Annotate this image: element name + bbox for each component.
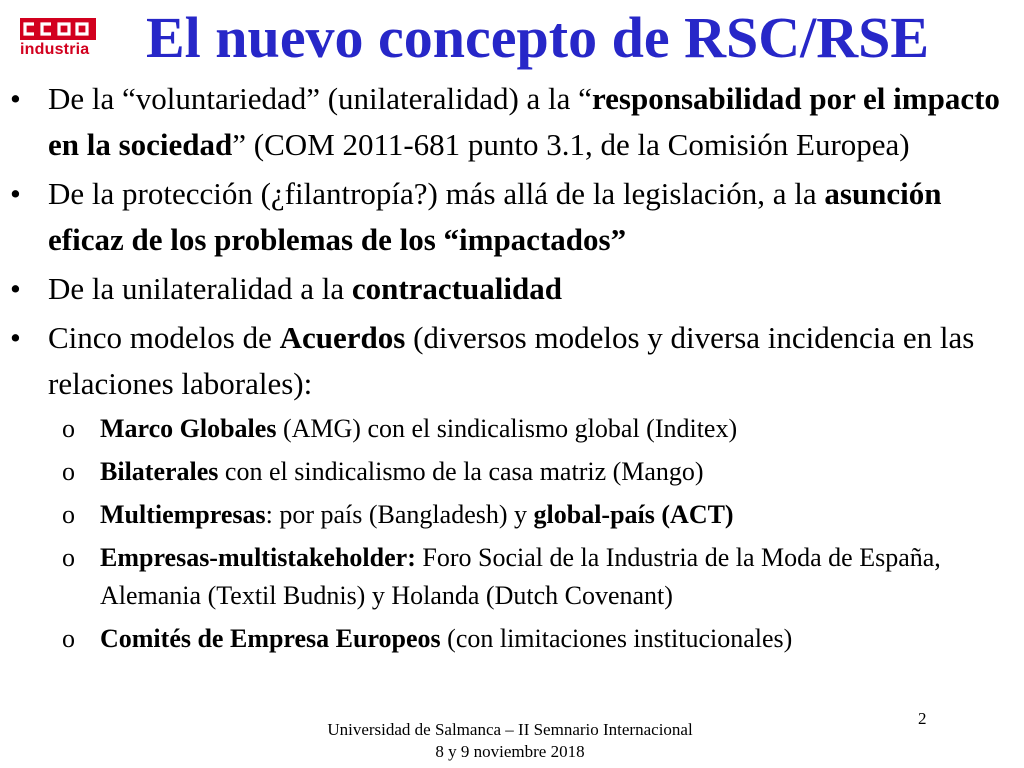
sub-bullet-emphasis: Comités de Empresa Europeos	[100, 624, 441, 653]
sub-bullet-marker: o	[62, 543, 75, 572]
sub-bullet-emphasis: Marco Globales	[100, 414, 277, 443]
slide-title: El nuevo concepto de RSC/RSE	[146, 5, 930, 70]
sub-bullet-item	[0, 496, 1024, 534]
bullet-emphasis: Acuerdos	[279, 320, 406, 355]
bullet-emphasis: contractualidad	[351, 271, 562, 306]
sub-bullet-text: : por país (Bangladesh) y	[265, 500, 534, 529]
footer-line-date: 8 y 9 noviembre 2018	[435, 742, 585, 761]
sub-bullet-text: Foro Social de la Industria de la Moda de España, Alemania (Textil Budnis) y Holanda (Dutch Covenant)	[100, 543, 941, 610]
sub-bullet-emphasis: global-país (ACT)	[533, 500, 734, 529]
bullet-text: De la protección (¿filantropía?) más allá de la legislación, a la	[48, 176, 825, 211]
sub-bullet-marker: o	[62, 414, 75, 443]
footer	[280, 719, 740, 763]
ccoo-logo-mark	[20, 18, 96, 40]
sub-bullet-marker: o	[62, 624, 75, 653]
ccoo-industria-logo	[20, 18, 96, 58]
footer-line-university: Universidad de Salmanca – II Semnario Internacional	[327, 720, 693, 739]
bullet-text: De la “voluntariedad” (unilateralidad) a la “	[48, 81, 592, 116]
sub-bullet-emphasis: Empresas-multistakeholder:	[100, 543, 416, 572]
sub-bullet-marker: o	[62, 500, 75, 529]
slide-content	[0, 76, 1024, 663]
bullet-text: (diversos modelos y diversa incidencia en las relaciones laborales):	[48, 320, 975, 401]
bullet-item	[0, 315, 1024, 407]
bullet-marker: •	[10, 176, 21, 211]
sub-bullet-text: con el sindicalismo de la casa matriz (Mango)	[218, 457, 704, 486]
logo-wordmark: industria	[20, 41, 90, 58]
sub-bullet-text: (AMG) con el sindicalismo global (Inditex)	[276, 414, 738, 443]
sub-bullet-item	[0, 539, 1024, 615]
bullet-marker: •	[10, 81, 21, 116]
bullet-item	[0, 76, 1024, 168]
bullet-emphasis: asunción eficaz de los problemas de los “impactados”	[48, 176, 942, 257]
bullet-text: ” (COM 2011-681 punto 3.1, de la Comisión Europea)	[232, 127, 910, 162]
sub-bullet-text: (con limitaciones institucionales)	[440, 624, 793, 653]
bullet-emphasis: responsabilidad por el impacto en la sociedad	[48, 81, 1000, 162]
bullet-text: De la unilateralidad a la	[48, 271, 352, 306]
sub-bullet-item	[0, 410, 1024, 448]
sub-bullet-item	[0, 453, 1024, 491]
bullet-item	[0, 171, 1024, 263]
bullet-marker: •	[10, 271, 21, 306]
sub-bullet-emphasis: Multiempresas	[100, 500, 266, 529]
bullet-item	[0, 266, 1024, 312]
sub-bullet-item	[0, 620, 1024, 658]
bullet-text: Cinco modelos de	[48, 320, 280, 355]
page-number: 2	[918, 709, 927, 728]
bullet-marker: •	[10, 320, 21, 355]
sub-bullet-marker: o	[62, 457, 75, 486]
sub-bullet-emphasis: Bilaterales	[100, 457, 219, 486]
